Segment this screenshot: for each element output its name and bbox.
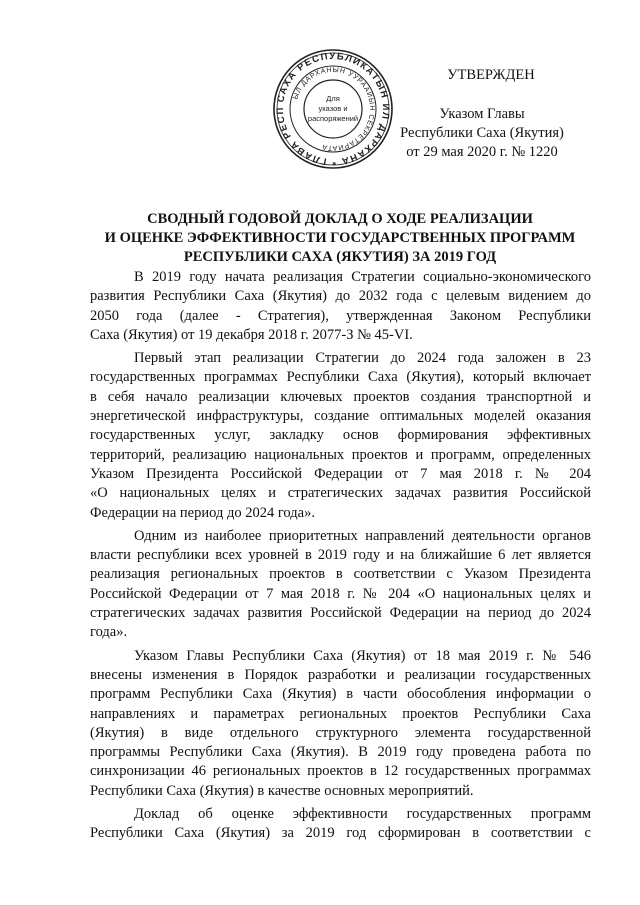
svg-text:указов и: указов и	[318, 104, 348, 113]
document-title	[90, 210, 590, 267]
paragraph-line: программы Республики Саха (Якутия). В 2019 году проведена работа по	[90, 744, 591, 761]
title-line: И ОЦЕНКЕ ЭФФЕКТИВНОСТИ ГОСУДАРСТВЕННЫХ ПРОГРАММ	[104, 230, 576, 246]
paragraph-line: развития Республики Саха (Якутия) до 2032 года с целевым видением до	[90, 288, 591, 305]
paragraph-line: стратегических задачах развития Российской Федерации на период до 2024	[90, 605, 591, 622]
paragraph-line: года».	[90, 624, 128, 641]
paragraph-line: «О национальных целях и стратегических задачах развития Российской	[90, 485, 591, 502]
title-line: РЕСПУБЛИКИ САХА (ЯКУТИЯ) ЗА 2019 ГОД	[183, 249, 497, 265]
paragraph-line: энергетической инфраструктуры, создание оптимальных моделей оказания	[90, 408, 591, 425]
paragraph-line: направлениях и параметрах региональных проектов Республики Саха	[90, 705, 591, 722]
paragraph-line: программ Республики Саха (Якутия) в части обособления информации о	[90, 686, 591, 703]
paragraph-line: Доклад об оценке эффективности государственных программ	[134, 806, 591, 823]
paragraph-line: государственных услуг, закладку основ формирования эффективных	[90, 427, 591, 444]
approval-block	[374, 66, 590, 162]
paragraph-line: 2050 года (далее - Стратегия), утвержденная Законом Республики	[90, 307, 591, 324]
paragraph-line: в себя начало реализации ключевых проектов создания транспортной и	[90, 388, 591, 405]
body-paragraph	[90, 268, 591, 345]
seal-center-text	[308, 94, 358, 123]
paragraph-line: власти республики всех уровней в 2019 году и на ближайшие 6 лет является	[90, 547, 591, 564]
paragraph-line: государственных программах Республики Саха (Якутия), который включает	[90, 369, 591, 386]
title-line: СВОДНЫЙ ГОДОВОЙ ДОКЛАД О ХОДЕ РЕАЛИЗАЦИИ	[147, 211, 533, 227]
paragraph-line: Одним из наиболее приоритетных направлений деятельности органов	[134, 527, 591, 544]
approval-line: от 29 мая 2020 г. № 1220	[406, 144, 558, 160]
seal-outer-text: САХА РЕСПУБЛИКАТЫН ИЛ ДАРХАНА * ГЛАВА РЕСП	[274, 50, 392, 168]
paragraph-line: Республики Саха (Якутия) в качестве основных мероприятий.	[90, 782, 474, 799]
approval-line: Указом Главы	[439, 106, 525, 122]
paragraph-line: Республики Саха (Якутия) за 2019 год сформирован в соответствии с	[90, 825, 591, 842]
body-paragraph	[90, 647, 591, 801]
seal-inner-text: ЫЛ ДАРХАНЫН УУРААЙЫН СЕКРЕТАРИАТА	[292, 66, 376, 152]
paragraph-line: Первый этап реализации Стратегии до 2024 года заложен в 23	[134, 350, 591, 367]
paragraph-line: Указом Главы Республики Саха (Якутия) от 18 мая 2019 г. № 546	[134, 647, 591, 664]
body-paragraph	[90, 805, 591, 844]
body-paragraph	[90, 349, 591, 523]
svg-text:распоряжений: распоряжений	[307, 114, 359, 123]
paragraph-line: Саха (Якутия) от 19 декабря 2018 г. 2077-З № 45-VI.	[90, 326, 413, 343]
approval-heading: УТВЕРЖДЕН	[447, 67, 535, 83]
paragraph-line: (Якутия) в виде отдельного структурного элемента государственной	[90, 724, 591, 741]
paragraph-line: В 2019 году начата реализация Стратегии социально-экономического	[134, 269, 591, 285]
approval-line: Республики Саха (Якутия)	[400, 125, 564, 141]
body-paragraph	[90, 527, 591, 643]
paragraph-line: синхронизации 46 региональных проектов в 12 государственных программах	[90, 763, 591, 780]
svg-text:Для: Для	[326, 94, 340, 103]
document-body	[90, 268, 591, 848]
paragraph-line: территорий, реализацию национальных проектов и программ, определенных	[90, 446, 591, 463]
paragraph-line: внесены изменения в Порядок разработки и реализации государственных	[90, 666, 591, 683]
paragraph-line: Федерации на период до 2024 года».	[90, 504, 315, 521]
paragraph-line: реализация региональных проектов в соответствии с Указом Президента	[90, 566, 591, 583]
paragraph-line: Указом Президента Российской Федерации от 7 мая 2018 г. № 204	[90, 465, 591, 482]
paragraph-line: Российской Федерации от 7 мая 2018 г. № 204 «О национальных целях и	[90, 585, 591, 602]
